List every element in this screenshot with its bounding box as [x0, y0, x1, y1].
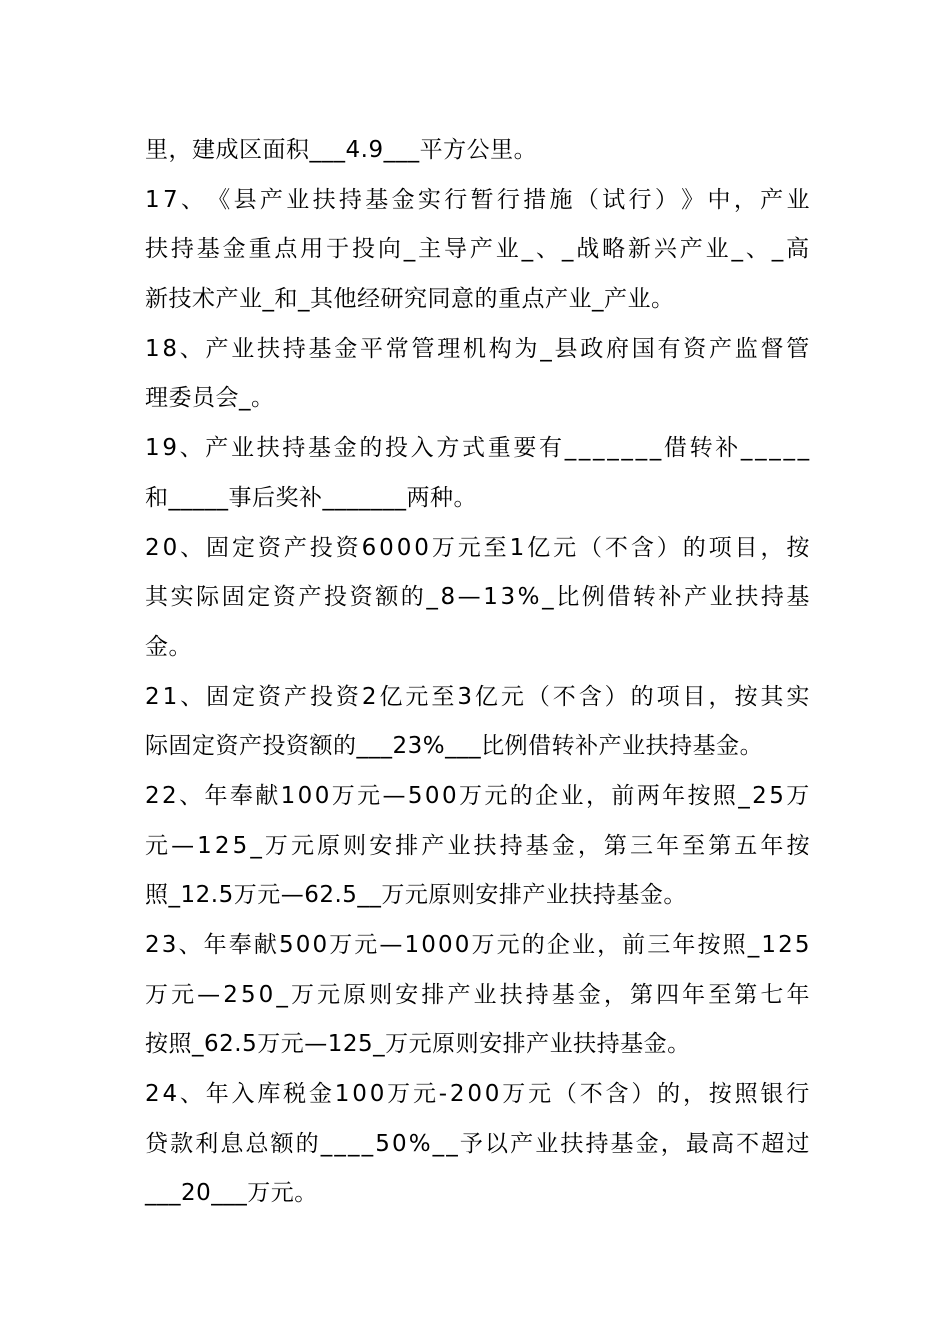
- text-line: 2 2 、 年 奉 献 1 0 0 万 元 — 5 0 0 万 元 的 企 业 ， 前 两 年 按 照 _ 2 5 万: [145, 782, 810, 809]
- text-line: 新技术产业_和_其他经研究同意的重点产业_产业。: [145, 286, 675, 313]
- text-line: 按照_62.5万元—125_万元原则安排产业扶持基金。: [145, 1031, 691, 1058]
- text-line: 元 — 1 2 5 _ 万 元 原 则 安 排 产 业 扶 持 基 金 ， 第 三 年 至 第 五 年 按: [145, 832, 810, 859]
- text-line: 贷 款 利 息 总 额 的 _ _ _ _ 5 0 % _ _ 予 以 产 业 扶 持 基 金 ， 最 高 不 超 过: [145, 1130, 810, 1157]
- text-line: 1 8 、 产 业 扶 持 基 金 平 常 管 理 机 构 为 _ 县 政 府 国 有 资 产 监 督 管: [145, 335, 810, 362]
- text-line: 金。: [145, 633, 192, 660]
- text-line: 和_____事后奖补_______两种。: [145, 484, 477, 511]
- text-line: 2 3 、 年 奉 献 5 0 0 万 元 — 1 0 0 0 万 元 的 企 业 ， 前 三 年 按 照 _ 1 2 5: [145, 932, 810, 958]
- text-line: 2 0 、 固 定 资 产 投 资 6 0 0 0 万 元 至 1 亿 元 （ 不 含 ） 的 项 目 ， 按: [145, 534, 810, 561]
- text-line: 1 7 、 《 县 产 业 扶 持 基 金 实 行 暂 行 措 施 （ 试 行 ） 》 中 ， 产 业: [145, 186, 810, 213]
- text-line: 其 实 际 固 定 资 产 投 资 额 的 _ 8 — 1 3 % _ 比 例 借 转 补 产 业 扶 持 基: [145, 584, 810, 611]
- text-line: 照_12.5万元—62.5__万元原则安排产业扶持基金。: [145, 882, 687, 909]
- text-line: 2 1 、 固 定 资 产 投 资 2 亿 元 至 3 亿 元 （ 不 含 ） 的 项 目 ， 按 其 实: [145, 683, 810, 710]
- text-line: ___20___万元。: [145, 1180, 318, 1207]
- text-line: 2 4 、 年 入 库 税 金 1 0 0 万 元 - 2 0 0 万 元 （ 不 含 ） 的 ， 按 照 银 行: [145, 1081, 810, 1108]
- text-line: 万 元 — 2 5 0 _ 万 元 原 则 安 排 产 业 扶 持 基 金 ， 第 四 年 至 第 七 年: [145, 981, 810, 1008]
- text-line: 理委员会_。: [145, 385, 275, 412]
- text-line: 1 9 、 产 业 扶 持 基 金 的 投 入 方 式 重 要 有 _ _ _ _ _ _ _ 借 转 补 _ _ _ _ _: [145, 435, 810, 462]
- text-line: 里，建成区面积___4.9___平方公里。: [145, 137, 538, 163]
- text-line: 际固定资产投资额的___23%___比例借转补产业扶持基金。: [145, 733, 764, 760]
- text-line: 扶 持 基 金 重 点 用 于 投 向 _ 主 导 产 业 _ 、 _ 战 略 新 兴 产 业 _ 、 _ 高: [145, 236, 810, 263]
- document-body: [145, 126, 810, 1219]
